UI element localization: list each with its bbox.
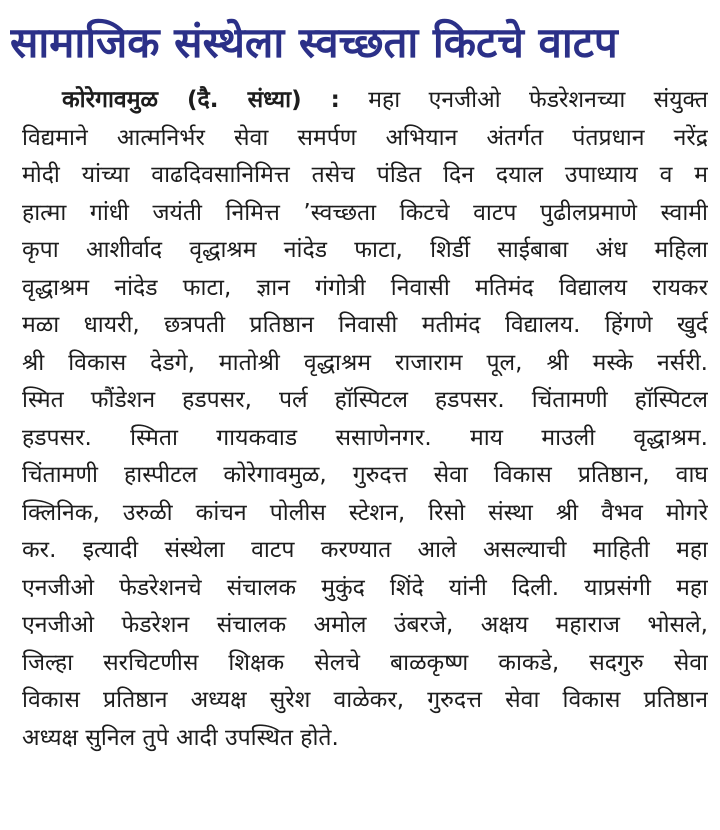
article-headline: सामाजिक संस्थेला स्वच्छता किटचे वाटप	[10, 18, 618, 67]
article-dateline: कोरेगावमुळ (दै. संध्या) :	[62, 87, 340, 113]
body-line: कृपा आशीर्वाद वृद्धाश्रम नांदेड फाटा, शिर्डी साईबाबा अंध महिला	[22, 237, 708, 263]
body-line: विद्यमाने आत्मनिर्भर सेवा समर्पण अभियान अंतर्गत पंतप्रधान नरेंद्र	[22, 124, 708, 151]
body-line: चिंतामणी हास्पीटल कोरेगावमुळ, गुरुदत्त सेवा विकास प्रतिष्ठान, वाघ	[22, 462, 708, 488]
body-line: अध्यक्ष सुनिल तुपे आदी उपस्थित होते.	[22, 724, 339, 751]
body-line: वृद्धाश्रम नांदेड फाटा, ज्ञान गंगोत्री निवासी मतिमंद विद्यालय रायकर	[22, 274, 708, 301]
body-line: श्री विकास देडगे, मातोश्री वृद्धाश्रम राजाराम पूल, श्री मस्के नर्सरी.	[22, 349, 708, 376]
body-line: स्मित फौंडेशन हडपसर, पर्ल हॉस्पिटल हडपसर. चिंतामणी हॉस्पिटल	[22, 387, 708, 413]
body-line: मोदी यांच्या वाढदिवसानिमित्त तसेच पंडित दिन दयाल उपाध्याय व म	[22, 162, 708, 188]
article-body	[22, 82, 708, 757]
body-line: क्लिनिक, उरुळी कांचन पोलीस स्टेशन, रिसो संस्था श्री वैभव मोगरे	[22, 499, 708, 526]
body-line: कर. इत्यादी संस्थेला वाटप करण्यात आले असल्याची माहिती महा	[22, 537, 708, 563]
body-line: मळा धायरी, छत्रपती प्रतिष्ठान निवासी मतीमंद विद्यालय. हिंगणे खुर्द	[22, 312, 708, 338]
body-line: एनजीओ फेडरेशन संचालक अमोल उंबरजे, अक्षय महाराज भोसले,	[22, 612, 708, 638]
body-line: एनजीओ फेडरेशनचे संचालक मुकुंद शिंदे यांनी दिली. याप्रसंगी महा	[22, 574, 708, 601]
body-line-text: महा एनजीओ फेडरेशनच्या संयुक्त	[368, 87, 708, 113]
body-line: हडपसर. स्मिता गायकवाड ससाणेनगर. माय माउली वृद्धाश्रम.	[22, 424, 708, 451]
body-line: विकास प्रतिष्ठान अध्यक्ष सुरेश वाळेकर, गुरुदत्त सेवा विकास प्रतिष्ठान	[22, 687, 708, 713]
body-line: हात्मा गांधी जयंती निमित्त ’स्वच्छता किटचे वाटप पुढीलप्रमाणे स्वामी	[22, 199, 708, 226]
body-line	[22, 82, 708, 120]
body-line: जिल्हा सरचिटणीस शिक्षक सेलचे बाळकृष्ण काकडे, सदगुरु सेवा	[22, 649, 708, 676]
